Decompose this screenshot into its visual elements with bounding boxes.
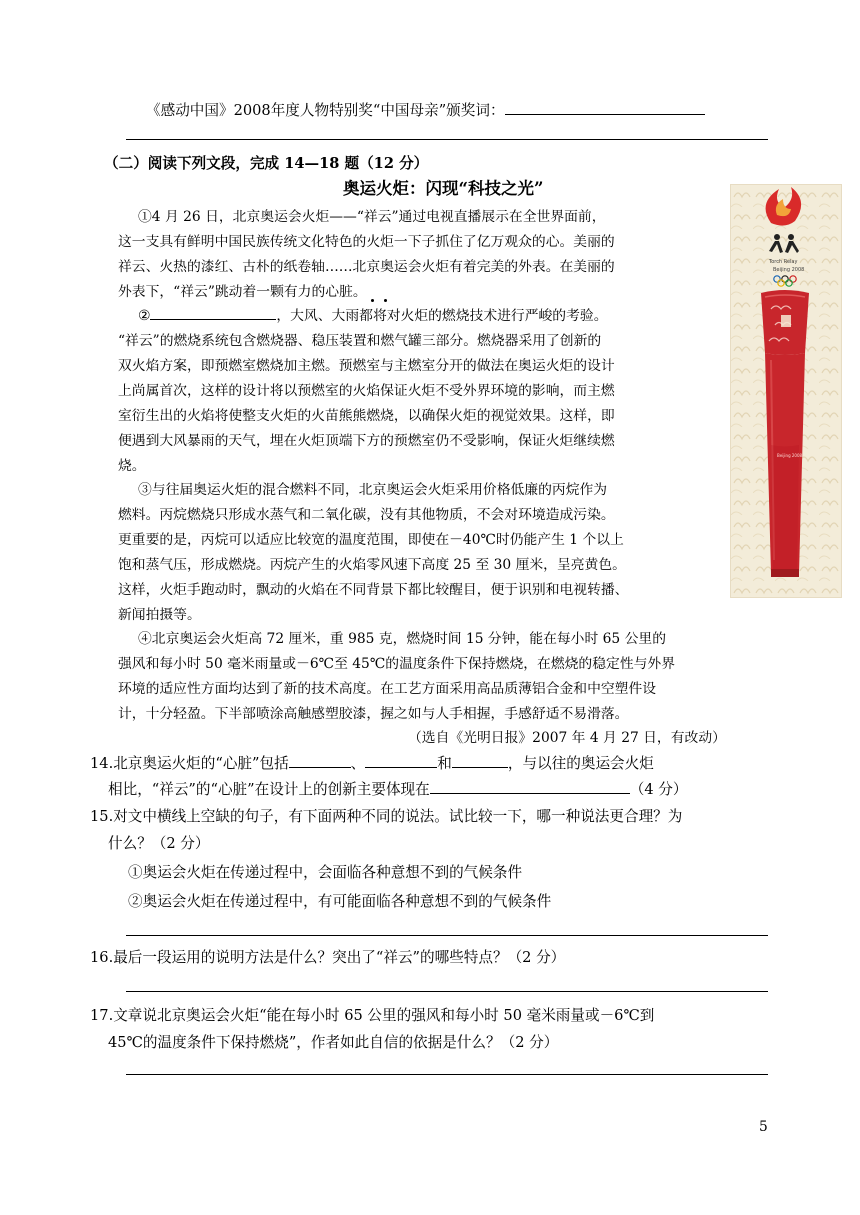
para1-line: ①4 月 26 日，北京奥运会火炬——“祥云”通过电视直播展示在全世界面前， (138, 209, 606, 225)
question-14-line2: 相比，“祥云”的“心脏”在设计上的创新主要体现在 （4 分） (108, 781, 688, 798)
question-15-line1: 15.对文中横线上空缺的句子，有下面两种不同的说法。试比较一下，哪一种说法更合理？为 (90, 808, 683, 825)
answer-line[interactable] (126, 139, 768, 140)
para3-line: 燃料。丙烷燃烧只形成水蒸气和二氧化碳，没有其他物质，不会对环境造成污染。 (118, 507, 615, 523)
para2-line: 室衍生出的火焰将使整支火炬的火苗熊熊燃烧，以确保火炬的视觉效果。这样，即 (118, 408, 615, 424)
torch-illustration (731, 185, 841, 597)
source-citation: （选自《光明日报》2007 年 4 月 27 日，有改动） (408, 730, 726, 746)
para2-line: 便遇到大风暴雨的天气，埋在火炬顶端下方的预燃室仍不受影响，保证火炬继续燃 (118, 433, 615, 449)
answer-line[interactable] (126, 991, 768, 992)
section-heading: （二）阅读下列文段，完成 14—18 题（12 分） (104, 155, 429, 172)
para1-line: 祥云、火热的漆红、古朴的纸卷轴……北京奥运会火炬有着完美的外表。在美丽的 (118, 259, 615, 275)
answer-blank[interactable] (452, 753, 508, 768)
para4-line: 计，十分轻盈。下半部喷涂高触感塑胶漆，握之如与人手相握，手感舒适不易滑落。 (118, 706, 629, 722)
answer-blank[interactable] (365, 753, 437, 768)
answer-line[interactable] (126, 935, 768, 936)
question-14-line1: 14.北京奥运火炬的“心脏”包括 、 和 ，与以往的奥运会火炬 (90, 755, 654, 772)
para2-line: 上尚属首次，这样的设计将以预燃室的火焰保证火炬不受外界环境的影响，而主燃 (118, 383, 615, 399)
para4-line: 环境的适应性方面均达到了新的技术高度。在工艺方面采用高品质薄铝合金和中空塑件设 (118, 681, 657, 697)
emphasis-dot (384, 299, 387, 302)
missing-sentence-blank[interactable] (150, 305, 276, 320)
question-15-option-1: ①奥运会火炬在传递过程中，会面临各种意想不到的气候条件 (128, 864, 523, 881)
article-title: 奥运火炬：闪现“科技之光” (343, 179, 544, 198)
answer-line[interactable] (126, 1074, 768, 1075)
para1-line: 外表下，“祥云”跳动着一颗有力的心脏。 (118, 284, 367, 300)
para3-line: 更重要的是，丙烷可以适应比较宽的温度范围，即使在－40℃时仍能产生 1 个以上 (118, 532, 624, 548)
svg-text:Beijing 2008: Beijing 2008 (777, 453, 803, 458)
torch-image (730, 184, 842, 598)
award-prompt: 《感动中国》2008年度人物特别奖“中国母亲”颁奖词： (146, 99, 705, 120)
question-17-line1: 17.文章说北京奥运会火炬“能在每小时 65 公里的强风和每小时 50 毫米雨量或－6℃到 (90, 1007, 655, 1024)
answer-blank[interactable] (430, 779, 630, 794)
para2-line: 双火焰方案，即预燃室燃烧加主燃。预燃室与主燃室分开的做法在奥运火炬的设计 (118, 358, 615, 374)
para2-line: 烧。 (118, 458, 146, 474)
para3-line: 饱和蒸气压，形成燃烧。丙烷产生的火焰零风速下高度 25 至 30 厘米，呈亮黄色。 (118, 557, 626, 573)
para3-line: ③与往届奥运火炬的混合燃料不同，北京奥运会火炬采用价格低廉的丙烷作为 (138, 482, 608, 498)
question-15-line2: 什么？（2 分） (108, 835, 210, 852)
para2-first-line: ② ，大风、大雨都将对火炬的燃烧技术进行严峻的考验。 (138, 304, 608, 324)
para4-line: ④北京奥运会火炬高 72 厘米，重 985 克，燃烧时间 15 分钟，能在每小时 65 公里的 (138, 631, 666, 647)
para4-line: 强风和每小时 50 毫米雨量或－6℃至 45℃的温度条件下保持燃烧，在燃烧的稳定性与外界 (118, 656, 676, 672)
answer-blank[interactable] (505, 100, 705, 115)
question-16: 16.最后一段运用的说明方法是什么？突出了“祥云”的哪些特点？（2 分） (90, 949, 566, 966)
para2-line: “祥云”的燃烧系统包含燃烧器、稳压装置和燃气罐三部分。燃烧器采用了创新的 (118, 333, 602, 349)
para3-line: 这样，火炬手跑动时，飘动的火焰在不同背景下都比较醒目，便于识别和电视转播、 (118, 582, 629, 598)
page-number: 5 (759, 1119, 768, 1135)
para3-line: 新闻拍摄等。 (118, 607, 201, 623)
answer-blank[interactable] (289, 753, 351, 768)
question-15-option-2: ②奥运会火炬在传递过程中，有可能面临各种意想不到的气候条件 (128, 893, 552, 910)
emphasis-dot (371, 299, 374, 302)
para1-line: 这一支具有鲜明中国民族传统文化特色的火炬一下子抓住了亿万观众的心。美丽的 (118, 234, 615, 250)
svg-text:Beijing 2008: Beijing 2008 (773, 267, 805, 273)
svg-text:Torch Relay: Torch Relay (769, 259, 798, 265)
question-17-line2: 45℃的温度条件下保持燃烧”，作者如此自信的依据是什么？（2 分） (108, 1034, 559, 1051)
